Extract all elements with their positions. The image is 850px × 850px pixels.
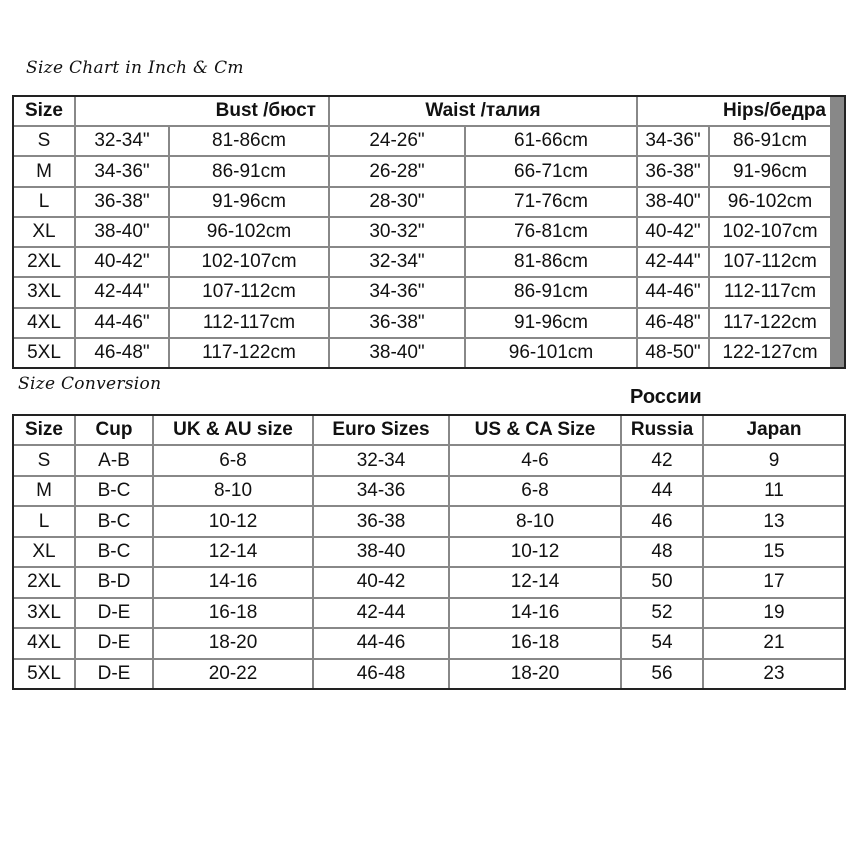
table-cell: 86-91cm xyxy=(466,278,636,306)
table-cell: 6-8 xyxy=(450,477,620,505)
table-cell: 96-102cm xyxy=(170,218,328,246)
table-cell: 14-16 xyxy=(154,568,312,596)
table-cell: 12-14 xyxy=(450,568,620,596)
table-cell: 32-34" xyxy=(330,248,464,276)
header-bust: Bust /бюст xyxy=(76,97,328,125)
table-cell: 9 xyxy=(704,446,844,474)
conversion-header: Japan xyxy=(704,416,844,444)
table-cell: 40-42" xyxy=(76,248,168,276)
table-cell: 36-38" xyxy=(76,188,168,216)
table-cell: 66-71cm xyxy=(466,157,636,185)
conversion-header: Russia xyxy=(622,416,702,444)
table-cell: 38-40" xyxy=(330,339,464,367)
table-cell: 38-40" xyxy=(638,188,708,216)
size-chart-table xyxy=(12,95,846,369)
size-conversion-table xyxy=(12,414,846,690)
russia-note: России xyxy=(630,386,702,408)
table-cell: 20-22 xyxy=(154,660,312,688)
table-cell: 42 xyxy=(622,446,702,474)
table-cell: 18-20 xyxy=(154,629,312,657)
table-cell: 18-20 xyxy=(450,660,620,688)
table-cell: 46-48" xyxy=(76,339,168,367)
table-cell: 46 xyxy=(622,507,702,535)
table-cell: B-C xyxy=(76,477,152,505)
table-cell: 91-96cm xyxy=(466,309,636,337)
table-cell: 24-26" xyxy=(330,127,464,155)
table-cell: D-E xyxy=(76,660,152,688)
table-cell: A-B xyxy=(76,446,152,474)
table-cell: 11 xyxy=(704,477,844,505)
table-cell: 44-46" xyxy=(638,278,708,306)
size-label: S xyxy=(14,446,74,474)
table-cell: 42-44" xyxy=(638,248,708,276)
table-cell: 112-117cm xyxy=(710,278,830,306)
table-cell: 32-34 xyxy=(314,446,448,474)
size-label: 2XL xyxy=(14,568,74,596)
table-cell: 16-18 xyxy=(154,599,312,627)
size-label: L xyxy=(14,507,74,535)
table-cell: 76-81cm xyxy=(466,218,636,246)
table-cell: 34-36" xyxy=(638,127,708,155)
table-cell: 107-112cm xyxy=(170,278,328,306)
table-cell: 8-10 xyxy=(450,507,620,535)
table-cell: 91-96cm xyxy=(710,157,830,185)
size-label: L xyxy=(14,188,74,216)
table-cell: 6-8 xyxy=(154,446,312,474)
conversion-header: Euro Sizes xyxy=(314,416,448,444)
table-cell: 8-10 xyxy=(154,477,312,505)
table-cell: 13 xyxy=(704,507,844,535)
table-cell: 117-122cm xyxy=(710,309,830,337)
size-chart-title: Size Chart in Inch & Cm xyxy=(26,58,244,78)
table-cell: 19 xyxy=(704,599,844,627)
table-cell: 26-28" xyxy=(330,157,464,185)
table-cell: 34-36" xyxy=(330,278,464,306)
size-label: 5XL xyxy=(14,339,74,367)
size-label: 2XL xyxy=(14,248,74,276)
table-cell: 96-102cm xyxy=(710,188,830,216)
size-label: 5XL xyxy=(14,660,74,688)
size-conversion-title: Size Conversion xyxy=(18,374,162,394)
table-cell: 40-42" xyxy=(638,218,708,246)
table-cell: 52 xyxy=(622,599,702,627)
table-cell: 81-86cm xyxy=(170,127,328,155)
table-cell: 44 xyxy=(622,477,702,505)
header-waist: Waist /талия xyxy=(330,97,636,125)
table-cell: 50 xyxy=(622,568,702,596)
size-label: M xyxy=(14,157,74,185)
table-cell: B-D xyxy=(76,568,152,596)
table-cell: 23 xyxy=(704,660,844,688)
table-cell: 44-46" xyxy=(76,309,168,337)
table-cell: 12-14 xyxy=(154,538,312,566)
table-cell: 34-36 xyxy=(314,477,448,505)
table-cell: 10-12 xyxy=(450,538,620,566)
header-size: Size xyxy=(14,97,74,125)
size-label: 3XL xyxy=(14,599,74,627)
table-cell: 4-6 xyxy=(450,446,620,474)
table-cell: 54 xyxy=(622,629,702,657)
table-cell: 61-66cm xyxy=(466,127,636,155)
table-cell: 42-44 xyxy=(314,599,448,627)
table-cell: 86-91cm xyxy=(170,157,328,185)
table-cell: 42-44" xyxy=(76,278,168,306)
table-cell: 46-48" xyxy=(638,309,708,337)
table-cell: 107-112cm xyxy=(710,248,830,276)
table-cell: 15 xyxy=(704,538,844,566)
table-cell: 17 xyxy=(704,568,844,596)
table-cell: 117-122cm xyxy=(170,339,328,367)
size-label: 4XL xyxy=(14,629,74,657)
conversion-header: Size xyxy=(14,416,74,444)
table-cell: 36-38" xyxy=(638,157,708,185)
table-cell: 96-101cm xyxy=(466,339,636,367)
table-cell: 112-117cm xyxy=(170,309,328,337)
size-label: XL xyxy=(14,538,74,566)
table-cell: 71-76cm xyxy=(466,188,636,216)
table-cell: 48 xyxy=(622,538,702,566)
table-cell: 91-96cm xyxy=(170,188,328,216)
table-cell: 48-50" xyxy=(638,339,708,367)
table-cell: 21 xyxy=(704,629,844,657)
table-cell: 86-91cm xyxy=(710,127,830,155)
table-cell: D-E xyxy=(76,599,152,627)
size-label: 4XL xyxy=(14,309,74,337)
table-cell: 102-107cm xyxy=(170,248,328,276)
table-cell: 81-86cm xyxy=(466,248,636,276)
table-cell: 122-127cm xyxy=(710,339,830,367)
table-cell: 36-38 xyxy=(314,507,448,535)
table-cell: 16-18 xyxy=(450,629,620,657)
table-cell: B-C xyxy=(76,538,152,566)
size-label: S xyxy=(14,127,74,155)
table-cell: 46-48 xyxy=(314,660,448,688)
conversion-header: UK & AU size xyxy=(154,416,312,444)
table-cell: 30-32" xyxy=(330,218,464,246)
table-cell: B-C xyxy=(76,507,152,535)
table-cell: 10-12 xyxy=(154,507,312,535)
table-cell: 44-46 xyxy=(314,629,448,657)
size-label: XL xyxy=(14,218,74,246)
table-cell: 34-36" xyxy=(76,157,168,185)
size-label: M xyxy=(14,477,74,505)
header-hips: Hips/бедра xyxy=(638,97,830,125)
table-cell: 32-34" xyxy=(76,127,168,155)
table-cell: 28-30" xyxy=(330,188,464,216)
size-label: 3XL xyxy=(14,278,74,306)
table-cell: 56 xyxy=(622,660,702,688)
table-cell: 40-42 xyxy=(314,568,448,596)
table-cell: 36-38" xyxy=(330,309,464,337)
table-cell: 14-16 xyxy=(450,599,620,627)
table-cell: D-E xyxy=(76,629,152,657)
table-cell: 38-40 xyxy=(314,538,448,566)
table-cell: 102-107cm xyxy=(710,218,830,246)
table-cell: 38-40" xyxy=(76,218,168,246)
conversion-header: Cup xyxy=(76,416,152,444)
conversion-header: US & CA Size xyxy=(450,416,620,444)
